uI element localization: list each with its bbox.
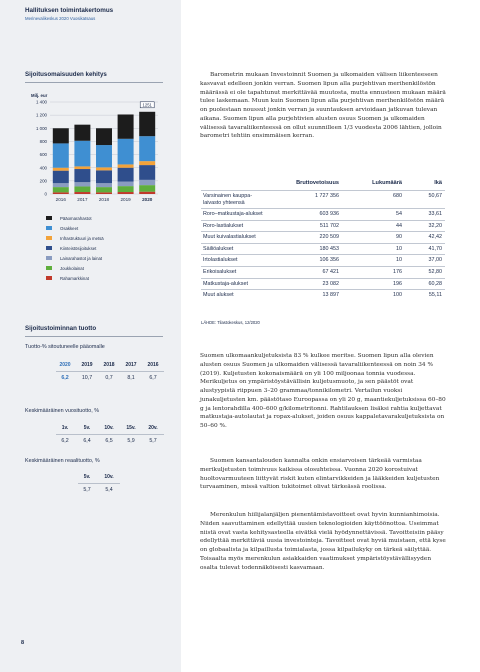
returns-value: 10,7 <box>81 375 93 381</box>
bar-segment <box>118 192 134 194</box>
column-header-age: Ikä <box>434 180 442 186</box>
y-tick-label: 1 000 <box>36 125 47 131</box>
row-age: 60,28 <box>428 280 442 287</box>
row-name: Roro–matkustaja-alukset <box>203 211 263 217</box>
returns-yearly-values <box>54 375 164 381</box>
returns-header: 15v. <box>126 425 136 431</box>
returns-header: 2018 <box>103 362 115 368</box>
legend-label: Joukkolainat <box>60 265 84 271</box>
returns-value: 5,7 <box>149 438 157 444</box>
fleet-table-body <box>201 190 445 301</box>
returns-yearly-headers <box>54 362 164 368</box>
row-age: 37,00 <box>428 257 442 264</box>
returns-value: 0,7 <box>105 375 113 381</box>
legend-item <box>46 213 104 223</box>
body-paragraph: Suomen kansantalouden kannalta onkin ensiarvoisen tärkeää varmistaa merikuljetusten toimivuus kaikissa olosuhteissa. Vuonna 2020 korostuivat huoltovarmuuteen liittyvät riskit kuten elintarvikkeiden ja lääkkeiden kuljetusten turvaaminen, missä valtion tukitoimet olivat tärkeässä roolissa. <box>200 458 440 491</box>
returns-nominal-headers <box>54 425 164 431</box>
bar-segment <box>53 171 69 183</box>
table-row <box>201 266 445 278</box>
row-count: 680 <box>393 193 402 199</box>
returns-header: 2017 <box>125 362 137 368</box>
row-count: 196 <box>393 280 402 287</box>
section-divider <box>25 82 163 83</box>
row-count: 100 <box>393 292 402 299</box>
bar-segment <box>96 192 112 194</box>
x-tick-label: 2019 <box>120 197 131 202</box>
bar-segment <box>53 187 69 192</box>
row-age: 52,80 <box>428 268 442 275</box>
bar-segment <box>96 170 112 183</box>
callout-label: 1251 <box>142 102 152 108</box>
row-name: Irtolastialukset <box>203 257 238 264</box>
returns-section-title: Sijoitustoiminnan tuotto <box>25 325 97 332</box>
bar-segment <box>74 125 90 141</box>
returns-header: 5v. <box>83 425 91 431</box>
returns-header: 5v. <box>83 474 91 480</box>
header-title: Hallituksen toimintakertomus <box>25 7 114 14</box>
bar-segment <box>74 141 90 167</box>
row-tonnage: 180 453 <box>319 245 339 252</box>
row-name: Säiliöalukset <box>203 245 234 252</box>
returns-value: 5,7 <box>83 487 91 493</box>
y-tick-label: 400 <box>39 165 47 171</box>
bar-segment <box>118 168 134 182</box>
legend-swatch <box>46 256 52 260</box>
returns-value: 8,1 <box>127 375 135 381</box>
table-row <box>201 208 445 220</box>
returns-value: 6,7 <box>149 375 157 381</box>
bar-segment <box>118 164 134 167</box>
legend-item <box>46 273 104 283</box>
bar-segment <box>139 192 155 194</box>
y-tick-label: 800 <box>39 139 47 145</box>
row-tonnage: 220 509 <box>319 234 339 241</box>
row-count: 90 <box>396 234 402 241</box>
legend-swatch <box>46 236 52 240</box>
bar-segment <box>139 185 155 192</box>
legend-item <box>46 243 104 253</box>
row-name: Muut alukset <box>203 292 234 299</box>
row-name: Erikoisalukset <box>203 268 237 275</box>
page-number: 8 <box>21 640 25 646</box>
bar-segment <box>96 145 112 167</box>
legend-label: Pääomarahastot <box>60 215 92 221</box>
legend-swatch <box>46 276 52 280</box>
body-paragraph: Barometrin mukaan Investoinnit Suomen ja ulkomaiden välisen liikenteeseen kasvavat edelleen jonkin verran. Suomen lipun alla purjehtivan merihenkilöstön määrässä ei ole tapahtunut merkittävää muutosta, mutta ennusteen mukaan määrä tulee laskemaan. Muun kuin Suomen lipun alla purjehtivan merihenkilöstön määrä on puolestaan noussut jonkin verran ja suuntauksen arvioidaan jatkuvan tulevan aikana. Suomen lipun alla purjehtivien alusten osuus Suomen ja ulkomaiden välisessä tavaraliikenteessä on ollut suunnilleen 1/3 vuodesta 2006 lähtien, jolloin barometri tehtiin ensimmäisen kerran. <box>200 72 446 140</box>
bar-segment <box>53 183 69 187</box>
bar-segment <box>139 136 155 161</box>
returns-header: 10v. <box>104 474 114 480</box>
row-name: Muut kuivalastialukset <box>203 234 256 241</box>
chart-section-title: Sijoitusomaisuuden kehitys <box>25 71 107 78</box>
bar-segment <box>74 186 90 192</box>
row-count: 176 <box>393 268 402 275</box>
bar-segment <box>53 143 69 167</box>
row-count: 10 <box>396 257 402 264</box>
legend-swatch <box>46 226 52 230</box>
legend-label: Infrastruktuuri ja metsä <box>60 235 104 241</box>
row-tonnage: 1 727 356 <box>315 193 339 199</box>
row-name: Varsinainen kauppa- laivasto yhteensä <box>203 192 253 206</box>
table-divider <box>56 434 164 435</box>
bar-segment <box>74 166 90 169</box>
bar-segment <box>118 114 134 138</box>
y-tick-label: 1 200 <box>36 112 47 118</box>
returns-header: 2020 <box>59 362 71 368</box>
bar-segment <box>96 128 112 145</box>
table-row <box>201 254 445 266</box>
bar-segment <box>139 165 155 180</box>
legend-label: Kiinteistösijoitukset <box>60 245 97 251</box>
table-divider <box>56 371 164 372</box>
section-divider <box>25 336 163 337</box>
y-tick-label: 200 <box>39 178 47 184</box>
returns-real-headers <box>76 474 120 480</box>
x-tick-label: 2017 <box>77 197 88 202</box>
legend-item <box>46 233 104 243</box>
bar-segment <box>53 192 69 194</box>
table-source: LÄHDE: Tilastokeskus, 12/2020 <box>201 320 260 325</box>
row-tonnage: 67 421 <box>322 268 339 275</box>
returns-header: 10v. <box>104 425 114 431</box>
returns-value: 6,2 <box>61 438 69 444</box>
row-tonnage: 603 936 <box>319 211 339 217</box>
bar-segment <box>53 168 69 171</box>
row-count: 10 <box>396 245 402 252</box>
row-tonnage: 13 897 <box>322 292 339 299</box>
returns-value: 6,2 <box>61 375 69 381</box>
returns-yearly-label: Tuotto-% sitoutuneelle pääomalle <box>25 344 105 350</box>
returns-value: 5,9 <box>127 438 135 444</box>
legend-swatch <box>46 266 52 270</box>
body-paragraph: Merenkulun hiilijalanjäljen pienentämistavoitteet ovat hyvin kunnianhimoisia. Niiden saavuttaminen edellyttää uusien teknologioiden käyttöönottoa. Useimmat niistä ovat vasta kehitysasteella eivätkä vielä hyödynnettävissä. Tavoitteisiin pääsy edellyttää merkittäviä uusia investointeja. Tavoitteet ovat hyviä muistaen, että kyse on globaalista ja kilpaillusta toimialasta, jossa kilpailukyky on tärkeä säilyttää. Toisaalta myös merenkulun asiakkaiden vaatimukset ympäristöystävällisyyden osalta tulevat todennäköisesti kasvamaan. <box>200 512 446 571</box>
row-age: 55,11 <box>428 292 442 299</box>
y-tick-label: 0 <box>44 191 47 197</box>
bar-segment <box>118 186 134 192</box>
bar-segment <box>118 139 134 165</box>
fleet-table-header <box>201 178 445 190</box>
row-count: 44 <box>396 222 402 229</box>
column-header-count: Lukumäärä <box>372 180 402 186</box>
row-age: 33,61 <box>428 211 442 217</box>
bar-segment <box>139 161 155 165</box>
bar-segment <box>96 183 112 187</box>
row-age: 32,20 <box>428 222 442 229</box>
bar-segment <box>74 192 90 194</box>
returns-header: 1v. <box>61 425 69 431</box>
row-count: 54 <box>396 211 402 217</box>
y-tick-label: 600 <box>39 152 47 158</box>
legend-label: Osakkeet <box>60 225 79 231</box>
x-tick-label: 2016 <box>55 197 66 202</box>
y-tick-label: 1 400 <box>36 99 47 105</box>
legend-item <box>46 223 104 233</box>
body-paragraph: Suomen ulkomaankuljetuksista 83 % kulkee meritse. Suomen lipun alla olevien alusten osuus Suomen ja ulkomaiden välisessä tavaraliikenteessä on noin 34 % (2019). Kuljetusten kokonaismäärä on yli 100 miljoonaa tonnia vuodessa. Merikuljetus on ympäristöystävällisin kuljetusmuoto, ja sen päästöt ovat alustyypistä riippuen 3–20 grammaa/tonnikilometri. Vertailun vuoksi junakuljetusten km. päästötaso Euroopassa on yli 20 g, maantiekuljetuksissa 60–80 g ja lentorahdilla 400–600 g/kilometritonni. Rahtilauksen lisäksi rahtia kuljettavat matkustaja-autolautat ja ropax-alukset, joiden osuus kappaletavarakuljetuksista on 50–60 %. <box>200 353 446 429</box>
legend-item <box>46 253 104 263</box>
row-tonnage: 511 702 <box>319 222 339 229</box>
bar-segment <box>118 182 134 187</box>
x-tick-label: 2018 <box>98 197 110 202</box>
bar-segment <box>139 112 155 136</box>
bar-segment <box>139 180 155 185</box>
returns-real-label: Keskimääräinen reaalituotto, % <box>25 458 100 464</box>
legend-item <box>46 263 104 273</box>
row-age: 41,70 <box>428 245 442 252</box>
row-age: 50,67 <box>428 193 442 199</box>
returns-value: 5,4 <box>105 487 113 493</box>
row-name: Roro-lastialukset <box>203 222 244 229</box>
returns-nominal-label: Keskimääräinen vuosituotto, % <box>25 408 100 414</box>
legend-label: Lainarahastot ja lainat <box>60 255 103 261</box>
table-row <box>201 278 445 290</box>
table-row <box>201 220 445 232</box>
returns-real-values <box>76 487 120 493</box>
row-tonnage: 23 082 <box>322 280 339 287</box>
returns-header: 20v. <box>148 425 158 431</box>
row-tonnage: 106 356 <box>319 257 339 264</box>
table-divider <box>78 483 120 484</box>
chart-legend <box>46 213 104 283</box>
table-row <box>201 190 445 208</box>
table-row <box>201 231 445 243</box>
table-row <box>201 289 445 301</box>
returns-header: 2019 <box>81 362 93 368</box>
bar-segment <box>74 169 90 182</box>
bar-segment <box>53 128 69 143</box>
returns-header: 2016 <box>147 362 159 368</box>
row-age: 42,42 <box>428 234 442 241</box>
investment-chart <box>24 96 164 208</box>
returns-value: 6,5 <box>105 438 113 444</box>
row-name: Matkustaja-alukset <box>203 280 248 287</box>
chart-y-label: Milj. eur <box>31 93 48 98</box>
fleet-table <box>201 178 445 301</box>
returns-nominal-values <box>54 438 164 444</box>
legend-swatch <box>46 246 52 250</box>
table-row <box>201 243 445 255</box>
column-header-tonnage: Bruttovetoisuus <box>296 180 339 186</box>
header-subtitle: Merinevalikeskus 2020 Vuosikatsaus <box>25 16 96 21</box>
x-tick-label: 2020 <box>142 197 153 202</box>
legend-swatch <box>46 216 52 220</box>
bar-segment <box>74 182 90 186</box>
legend-label: Rahamarkkinat <box>60 275 89 281</box>
returns-value: 6,4 <box>83 438 91 444</box>
bar-segment <box>96 167 112 170</box>
bar-segment <box>96 187 112 192</box>
